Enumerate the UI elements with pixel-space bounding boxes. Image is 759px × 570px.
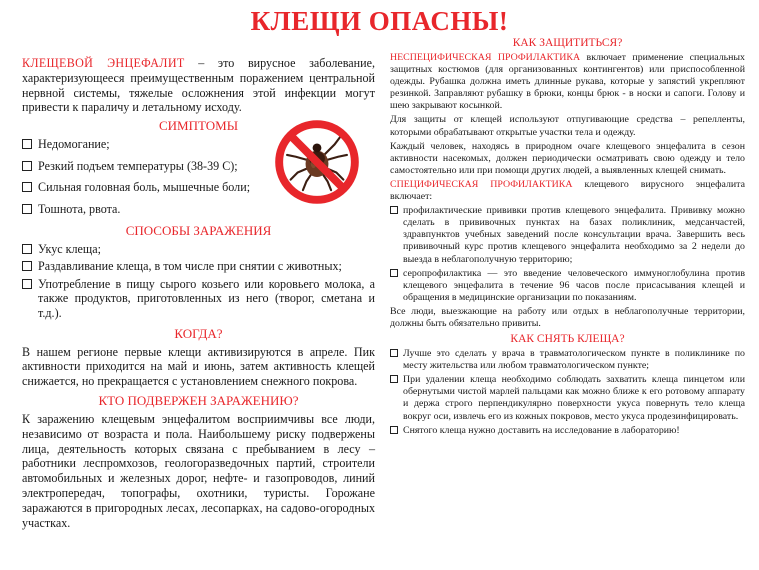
list-item: Недомогание; <box>22 137 270 152</box>
checkbox-icon <box>22 139 32 149</box>
right-column <box>390 36 745 439</box>
checkbox-icon <box>22 204 32 214</box>
no-tick-sign-icon <box>273 118 361 206</box>
repellent-paragraph: Для защиты от клещей используют отпугивающие средства – репелленты, которыми обрабатывают открытые участки тела и одежду. <box>390 114 745 138</box>
checkbox-icon <box>390 349 398 357</box>
list-item: профилактические прививки против клещевого энцефалита. Прививку можно сделать в прививочных пунктах на базах поликлиник, медсанчастей, здравпунктов учебных заведений после консультации врача. Завершить весь прививочный курс против клещевого энцефалита необходимо за 2 недели до выезда в неблагополучную территорию; <box>390 205 745 265</box>
list-item: Употребление в пищу сырого козьего или коровьего молока, а также продуктов, приготовленных из него (творог, сметана и т.д.). <box>22 277 375 321</box>
list-item: Лучше это сделать у врача в травматологическом пункте в поликлинике по месту жительства или любом травматологическом пункте; <box>390 348 745 372</box>
checkbox-icon <box>390 206 398 214</box>
symptoms-heading: СИМПТОМЫ <box>158 118 239 134</box>
specific-list <box>390 205 745 304</box>
list-item: При удалении клеща необходимо соблюдать захватить клеща пинцетом или обернутыми чистой марлей пальцами как можно ближе к его ротовому аппарату и держа строго перпендикулярно поверхности укуса повернуть тело клеща вокруг оси, извлечь его из кожных покровов, место укуса продезинфицировать. <box>390 374 745 422</box>
remove-heading: КАК СНЯТЬ КЛЕЩА? <box>510 333 625 346</box>
checkbox-icon <box>22 261 32 271</box>
checkbox-icon <box>22 244 32 254</box>
list-item: Снятого клеща нужно доставить на исследование в лабораторию! <box>390 425 745 437</box>
when-paragraph: В нашем регионе первые клещи активизируются в апреле. Пик активности приходится на май и июнь, затем активность клещей снижается, но прекращается с установлением снежного покрова. <box>22 344 375 389</box>
list-item: Раздавливание клеща, в том числе при снятии с животных; <box>22 259 375 274</box>
specific-lead: СПЕЦИФИЧЕСКАЯ ПРОФИЛАКТИКА <box>390 178 573 190</box>
list-item: Сильная головная боль, мышечные боли; <box>22 180 270 195</box>
infection-list <box>22 242 375 321</box>
when-heading: КОГДА? <box>174 325 223 341</box>
list-item: серопрофилактика — это введение человеческого иммуноглобулина против клещевого энцефалита в течение 96 часов после присасывания клещей и обращения в медицинские организации по показаниям. <box>390 268 745 304</box>
checkbox-icon <box>390 375 398 383</box>
specific-paragraph: СПЕЦИФИЧЕСКАЯ ПРОФИЛАКТИКА клещевого вирусного энцефалита включает: <box>390 178 745 203</box>
risk-paragraph: К заражению клещевым энцефалитом восприимчивы все люди, независимо от возраста и пола. Наибольшему риску подвержены лица, деятельность которых связана с пребыванием в лесу – работники леспромхозов, геологоразведочных партий, строители автомобильных и железных дорог, нефте- и газопроводов, линий электропередач, топографы, охотники, туристы. Горожане заражаются в пригородных лесах, лесопарках, на садово-огородных участках. <box>22 411 375 530</box>
nonspecific-lead: НЕСПЕЦИФИЧЕСКАЯ ПРОФИЛАКТИКА <box>390 52 581 63</box>
checkbox-icon <box>22 161 32 171</box>
remove-list <box>390 348 745 437</box>
intro-paragraph <box>22 56 375 115</box>
page-title: КЛЕЩИ ОПАСНЫ! <box>250 6 509 36</box>
checkbox-icon <box>390 426 398 434</box>
vaccinate-paragraph: Все люди, выезжающие на работу или отдых в неблагополучные территории, должны быть обязательно привиты. <box>390 305 745 329</box>
list-item: Укус клеща; <box>22 242 375 257</box>
intro-text: – это вирусное заболевание, характеризующееся преимущественным поражением центральной нервной системы, тяжелые осложнения этой инфекции могут привести к параличу и летальному исходу. <box>22 56 375 115</box>
symptoms-list <box>22 137 270 216</box>
nonspecific-paragraph: НЕСПЕЦИФИЧЕСКАЯ ПРОФИЛАКТИКА включает применение специальных защитных костюмов (для организованных контингентов) или приспособленной одежды. Рубашка должна иметь длинные рукава, которые у запястий укрепляют резинкой. Заправляют рубашку в брюки, концы брюк - в носки и сапоги. Голову и шею закрывают косынкой. <box>390 52 745 112</box>
infection-heading: СПОСОБЫ ЗАРАЖЕНИЯ <box>125 222 272 238</box>
list-item: Тошнота, рвота. <box>22 202 270 217</box>
checkbox-icon <box>390 269 398 277</box>
list-item: Резкий подъем температуры (38-39 С); <box>22 159 270 174</box>
risk-heading: КТО ПОДВЕРЖЕН ЗАРАЖЕНИЮ? <box>98 392 299 408</box>
checkbox-icon <box>22 279 32 289</box>
inspect-paragraph: Каждый человек, находясь в природном очаге клещевого энцефалита в сезон активности насекомых, должен периодически осматривать свою одежду и тело самостоятельно или при помощи других людей, а выявленных клещей снимать. <box>390 140 745 176</box>
checkbox-icon <box>22 182 32 192</box>
protect-heading: КАК ЗАЩИТИТЬСЯ? <box>512 37 623 49</box>
encephalitis-lead: КЛЕЩЕВОЙ ЭНЦЕФАЛИТ <box>22 56 185 70</box>
left-column <box>22 36 375 530</box>
